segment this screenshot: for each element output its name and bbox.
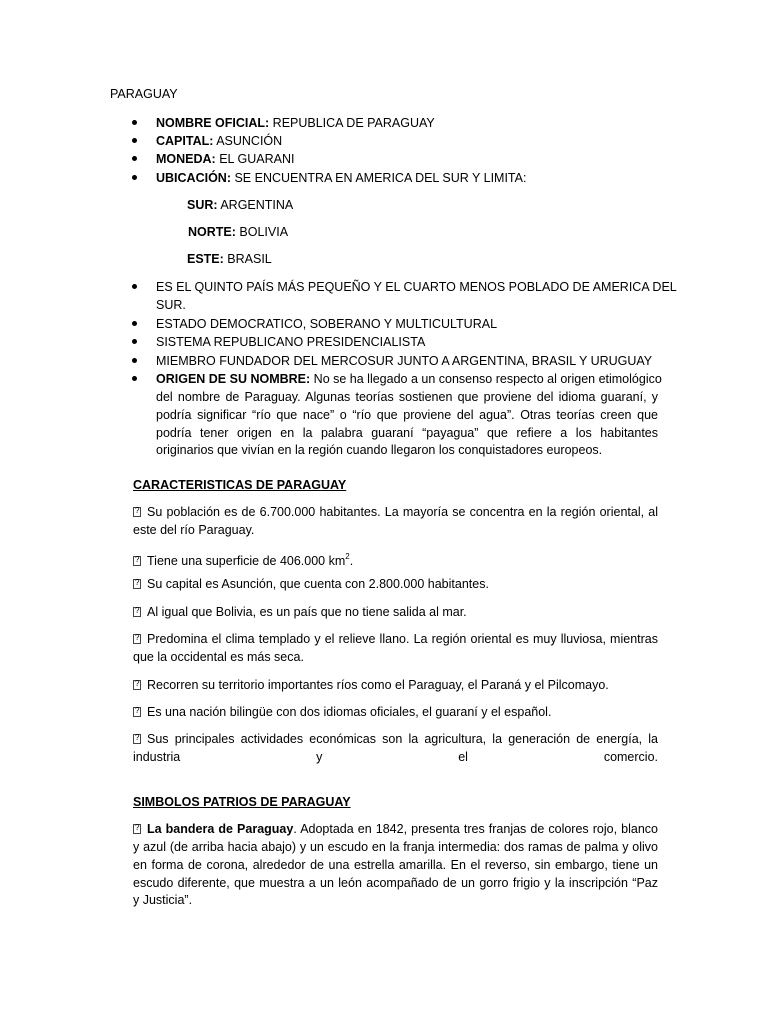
characteristics-heading: CARACTERISTICAS DE PARAGUAY [133, 478, 347, 492]
fact-currency [156, 150, 294, 168]
fact-label: CAPITAL: [156, 134, 214, 148]
fact-size-line2: SUR. [156, 298, 186, 312]
char-item-economy-line2 [133, 748, 658, 766]
fact-label: MONEDA: [156, 152, 216, 166]
border-label: ESTE: [187, 252, 224, 266]
bullet-icon [132, 284, 137, 289]
missing-glyph-icon [133, 680, 141, 690]
origin-label: ORIGEN DE SU NOMBRE: [156, 372, 311, 386]
superscript: 2 [345, 552, 350, 561]
char-item-rivers [133, 676, 609, 694]
missing-glyph-icon [133, 579, 141, 589]
char-item-climate-line2: que la occidental es más seca. [133, 650, 304, 664]
missing-glyph-icon [133, 556, 141, 566]
document-title: PARAGUAY [110, 87, 178, 101]
char-text [133, 748, 658, 766]
origin-line4: podría tener origen en la palabra guaraní “payagua” que refiere a los habitantes [156, 426, 658, 440]
bullet-icon [132, 321, 137, 326]
fact-label: UBICACIÓN: [156, 171, 231, 185]
char-word: el [458, 750, 468, 764]
fact-capital [156, 132, 282, 150]
char-text: Es una nación bilingüe con dos idiomas oficiales, el guaraní y el español. [147, 705, 552, 719]
char-word: industria [133, 750, 181, 764]
origin-text: No se ha llegado a un consenso respecto al origen etimológico [310, 372, 662, 386]
char-item-landlocked [133, 603, 467, 621]
char-text: Predomina el clima templado y el relieve llano. La región oriental es muy lluviosa, mientras [147, 632, 658, 646]
char-item-languages [133, 703, 551, 721]
bullet-icon [132, 358, 137, 363]
char-text: Su capital es Asunción, que cuenta con 2.800.000 habitantes. [147, 577, 489, 591]
bullet-icon [132, 138, 137, 143]
fact-value: EL GUARANI [215, 152, 295, 166]
missing-glyph-icon [133, 507, 141, 517]
missing-glyph-icon [133, 607, 141, 617]
flag-title: La bandera de Paraguay [147, 822, 294, 836]
bullet-icon [132, 120, 137, 125]
char-item-population-line2: este del río Paraguay. [133, 523, 255, 537]
bullet-icon [132, 339, 137, 344]
char-word: comercio. [603, 750, 658, 764]
symbols-heading: SIMBOLOS PATRIOS DE PARAGUAY [133, 795, 351, 809]
missing-glyph-icon [133, 707, 141, 717]
flag-line1 [133, 820, 658, 838]
bullet-icon [132, 376, 137, 381]
char-item-area [133, 548, 353, 570]
fact-value: REPUBLICA DE PARAGUAY [269, 116, 435, 130]
fact-value: ASUNCIÓN [213, 134, 283, 148]
char-text: Sus principales actividades económicas son la agricultura, la generación de energía, la [147, 732, 658, 746]
char-text: Recorren su territorio importantes ríos como el Paraguay, el Paraná y el Pilcomayo. [147, 678, 609, 692]
char-text: Su población es de 6.700.000 habitantes. La mayoría se concentra en la región oriental, al [147, 505, 658, 519]
char-item-economy [133, 730, 658, 748]
border-label: NORTE: [188, 225, 236, 239]
border-north [188, 223, 288, 241]
missing-glyph-icon [133, 634, 141, 644]
fact-location [156, 169, 526, 187]
fact-official-name [156, 114, 435, 132]
missing-glyph-icon [133, 734, 141, 744]
bullet-icon [132, 156, 137, 161]
origin-line5: originarios que vivían en la región cuando llegaron los conquistadores europeos. [156, 443, 603, 457]
flag-line4: escudo diferente, que muestra a un león acompañado de un gorro frigio y la inscripción “Paz [133, 876, 658, 890]
char-text: Tiene una superficie de 406.000 km [147, 554, 346, 568]
border-south [187, 196, 293, 214]
flag-text: . Adoptada en 1842, presenta tres franjas de colores rojo, blanco [293, 822, 658, 836]
missing-glyph-icon [133, 824, 141, 834]
char-text: Al igual que Bolivia, es un país que no tiene salida al mar. [147, 605, 467, 619]
char-item-capital [133, 575, 489, 593]
bullet-icon [132, 175, 137, 180]
char-item-population [133, 503, 658, 521]
fact-label: NOMBRE OFICIAL: [156, 116, 270, 130]
char-text-tail: . [349, 554, 354, 568]
flag-line5: y Justicia”. [133, 893, 193, 907]
flag-line2: y azul (de arriba hacia abajo) y un escudo en la franja intermedia: dos ramas de palma y olivo [133, 840, 658, 854]
fact-mercosur: MIEMBRO FUNDADOR DEL MERCOSUR JUNTO A ARGENTINA, BRASIL Y URUGUAY [156, 354, 653, 368]
char-item-climate [133, 630, 658, 648]
origin-line1 [156, 370, 662, 388]
origin-line3: podría significar “río que nace” o “río que proviene del agua”. Otras teorías creen que [156, 408, 658, 422]
border-label: SUR: [187, 198, 218, 212]
fact-system: SISTEMA REPUBLICANO PRESIDENCIALISTA [156, 335, 426, 349]
origin-line2: del nombre de Paraguay. Algunas teorías sostienen que proviene del idioma guaraní, y [156, 390, 658, 404]
fact-value: SE ENCUENTRA EN AMERICA DEL SUR Y LIMITA: [231, 171, 527, 185]
fact-state: ESTADO DEMOCRATICO, SOBERANO Y MULTICULTURAL [156, 317, 498, 331]
char-word: y [316, 750, 323, 764]
fact-size-line1: ES EL QUINTO PAÍS MÁS PEQUEÑO Y EL CUARTO MENOS POBLADO DE AMERICA DEL [156, 280, 677, 294]
flag-line3: en forma de corona, alrededor de una estrella amarilla. En el reverso, sin embargo, tiene un [133, 858, 658, 872]
border-value: ARGENTINA [217, 198, 294, 212]
border-east [187, 250, 272, 268]
border-value: BOLIVIA [235, 225, 289, 239]
border-value: BRASIL [223, 252, 272, 266]
